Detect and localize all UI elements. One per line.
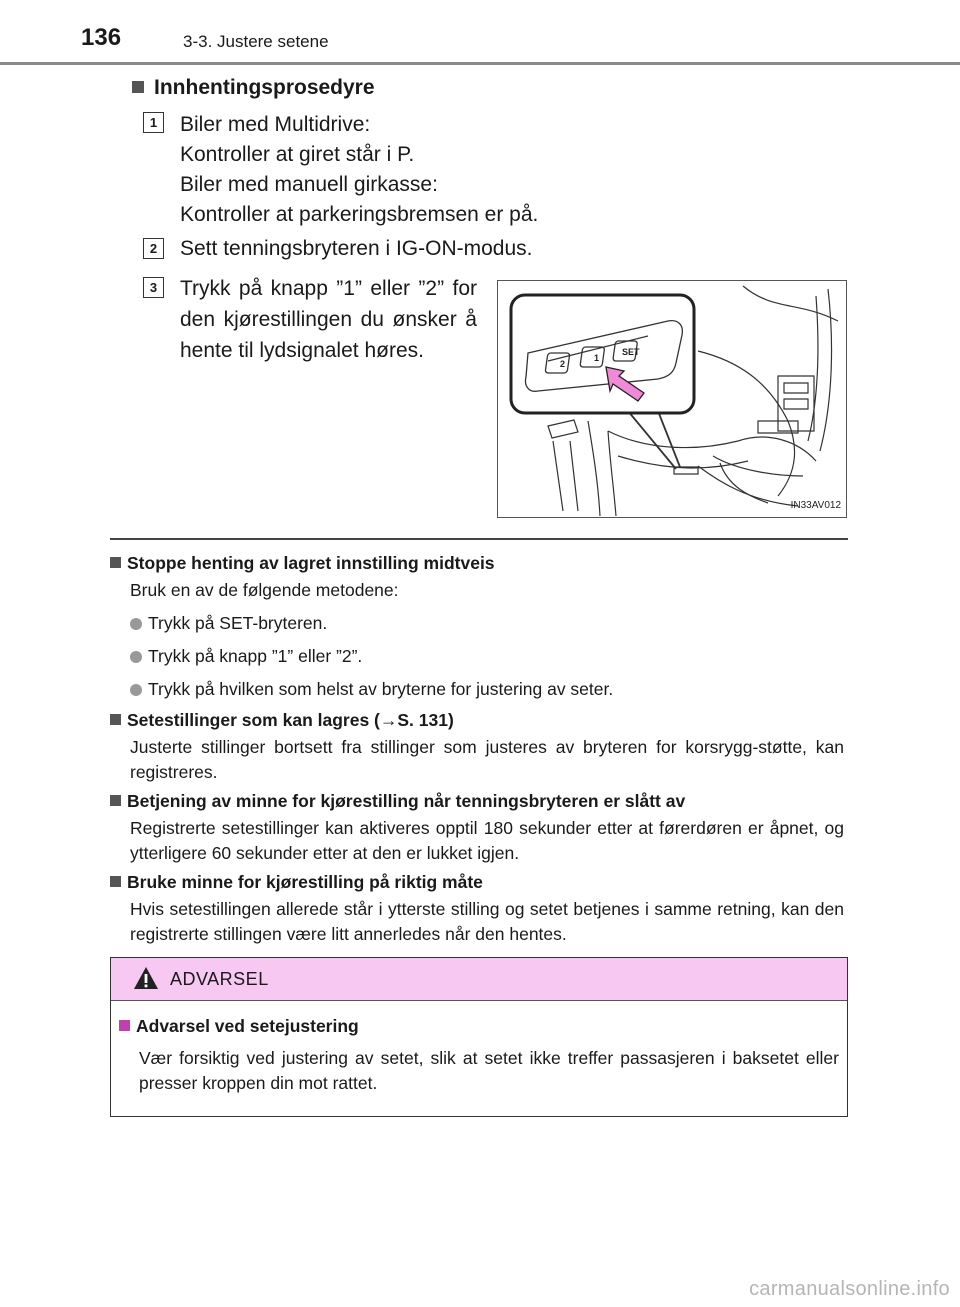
figure-button-label-1: 1: [594, 353, 600, 363]
page-number: 136: [81, 24, 122, 51]
note-heading-stop: Stoppe henting av lagret innstilling midtveis: [110, 551, 844, 575]
list-item: Trykk på hvilken som helst av bryterne for justering av seter.: [110, 677, 844, 702]
note-body-ignition-off: Registrerte setestillinger kan aktiveres opptil 180 sekunder etter at førerdøren er åpnet, og ytterligere 60 sekunder etter at den er lukket igjen.: [130, 818, 844, 863]
section-divider: [110, 538, 848, 540]
square-bullet-icon: [110, 876, 121, 887]
watermark: carmanualsonline.info: [749, 1278, 950, 1300]
warning-subheading: Advarsel ved setejustering: [119, 1016, 359, 1037]
memory-switch-illustration: [498, 281, 848, 519]
warning-title: ADVARSEL: [170, 969, 269, 989]
figure-code: IN33AV012: [790, 500, 841, 511]
square-bullet-icon: [110, 714, 121, 725]
note-body-storable: Justerte stillinger bortsett fra stillinger som justeres av bryteren for korsrygg-støtte, kan registreres.: [130, 737, 844, 782]
memory-switch-figure: [497, 280, 847, 518]
square-bullet-icon: [119, 1020, 130, 1031]
step-3-text: Trykk på knapp ”1” eller ”2” for den kjørestillingen du ønsker å hente til lydsignalet høres.: [180, 277, 477, 362]
note-heading-ignition-off: Betjening av minne for kjørestilling når tenningsbryteren er slått av: [110, 789, 844, 813]
retrieval-heading: Innhentingsprosedyre: [132, 76, 375, 100]
step-1-text: Biler med Multidrive: Kontroller at giret står i P. Biler med manuell girkasse: Kontroller at parkeringsbremsen er på.: [180, 113, 539, 226]
step-number-2: 2: [143, 238, 164, 259]
notes-section: [110, 547, 844, 950]
header-rule: [0, 62, 960, 65]
warning-body: Vær forsiktig ved justering av setet, slik at setet ikke treffer passasjeren i baksetet eller presser kroppen din mot rattet.: [139, 1048, 839, 1093]
step-number-3: 3: [143, 277, 164, 298]
note-body-stop: Bruk en av de følgende metodene:: [130, 580, 399, 600]
square-bullet-icon: [110, 795, 121, 806]
circle-bullet-icon: [130, 651, 142, 663]
figure-button-label-2: 2: [560, 359, 566, 369]
list-item: Trykk på SET-bryteren.: [110, 611, 844, 636]
section-title: 3-3. Justere setene: [183, 32, 329, 51]
warning-header: [111, 958, 847, 1001]
circle-bullet-icon: [130, 684, 142, 696]
warning-triangle-icon: [133, 966, 159, 990]
warning-box: [110, 957, 848, 1117]
square-bullet-icon: [132, 81, 144, 93]
figure-button-label-set: SET: [622, 347, 640, 357]
list-item: Trykk på knapp ”1” eller ”2”.: [110, 644, 844, 669]
note-heading-correct-use: Bruke minne for kjørestilling på riktig måte: [110, 870, 844, 894]
note-heading-storable: Setestillinger som kan lagres (→S. 131): [110, 708, 844, 732]
square-bullet-icon: [110, 557, 121, 568]
circle-bullet-icon: [130, 618, 142, 630]
step-number-1: 1: [143, 112, 164, 133]
step-2-text: Sett tenningsbryteren i IG-ON-modus.: [180, 237, 533, 260]
note-body-correct-use: Hvis setestillingen allerede står i ytterste stilling og setet betjenes i samme retning, kan den registrerte stillingen være litt annerledes når den hentes.: [130, 899, 844, 944]
